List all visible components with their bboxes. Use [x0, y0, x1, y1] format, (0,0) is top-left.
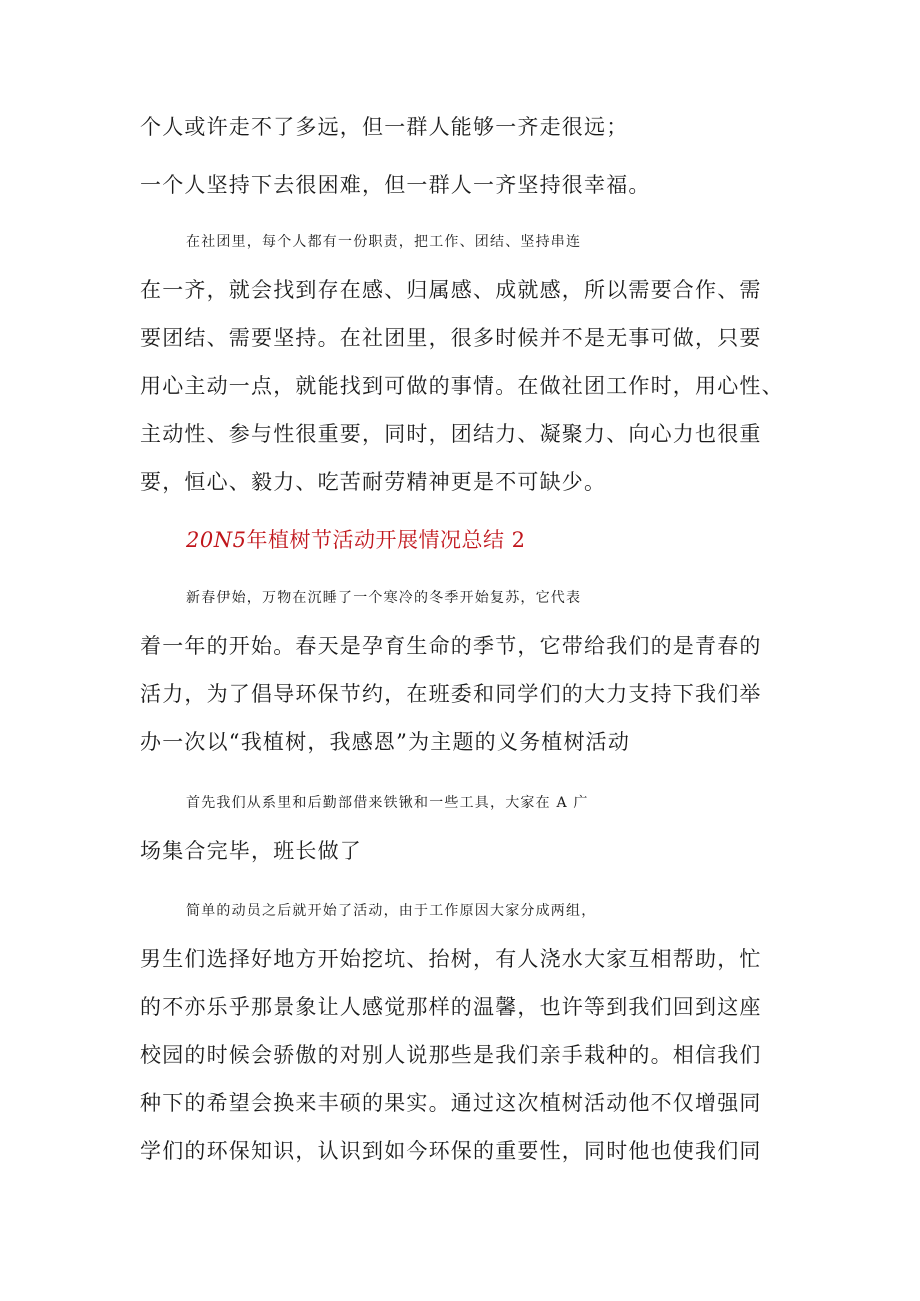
heading-year: 20N5 [186, 528, 247, 552]
paragraph-line: 简单的动员之后就开始了活动，由于工作原因大家分成两组， [186, 903, 597, 919]
paragraph-line: 的不亦乐乎那景象让人感觉那样的温馨，也许等到我们回到这座 [140, 995, 762, 1019]
paragraph-line: 主动性、参与性很重要，同时，团结力、凝聚力、向心力也很重 [140, 422, 762, 446]
paragraph-line: 着一年的开始。春天是孕育生命的季节，它带给我们的是青春的 [140, 634, 762, 658]
heading-title: 年植树节活动开展情况总结 2 [246, 528, 526, 552]
paragraph-line: 男生们选择好地方开始挖坑、抬树，有人浇水大家互相帮助，忙 [140, 947, 762, 971]
paragraph-line: 在一齐，就会找到存在感、归属感、成就感，所以需要合作、需 [140, 278, 762, 302]
paragraph-line: 场集合完毕，班长做了 [140, 839, 362, 863]
paragraph-line: 种下的希望会换来丰硕的果实。通过这次植树活动他不仅增强同 [140, 1091, 762, 1115]
section-heading [186, 525, 526, 555]
paragraph-line: 学们的环保知识，认识到如今环保的重要性，同时他也使我们同 [140, 1139, 762, 1163]
paragraph-line: 新春伊始，万物在沉睡了一个寒冷的冬季开始复苏，它代表 [186, 590, 582, 606]
paragraph-line: 办一次以“我植树，我感恩”为主题的义务植树活动 [140, 730, 631, 754]
paragraph-line: 要，恒心、毅力、吃苦耐劳精神更是不可缺少。 [140, 470, 607, 494]
paragraph-line: 要团结、需要坚持。在社团里，很多时候并不是无事可做，只要 [140, 326, 762, 350]
paragraph-line: 用心主动一点，就能找到可做的事情。在做社团工作时，用心性、 [140, 374, 784, 398]
intro-line-1: 个人或许走不了多远，但一群人能够一齐走很远； [140, 115, 629, 139]
paragraph-line: 校园的时候会骄傲的对别人说那些是我们亲手栽种的。相信我们 [140, 1043, 762, 1067]
paragraph-line: 在社团里，每个人都有一份职责，把工作、团结、坚持串连 [186, 234, 582, 250]
intro-line-2: 一个人坚持下去很困难，但一群人一齐坚持很幸福。 [140, 173, 651, 197]
paragraph-line: 活力，为了倡导环保节约，在班委和同学们的大力支持下我们举 [140, 682, 762, 706]
paragraph-line: 首先我们从系里和后勤部借来铁锹和一些工具，大家在 A 广 [186, 795, 589, 811]
